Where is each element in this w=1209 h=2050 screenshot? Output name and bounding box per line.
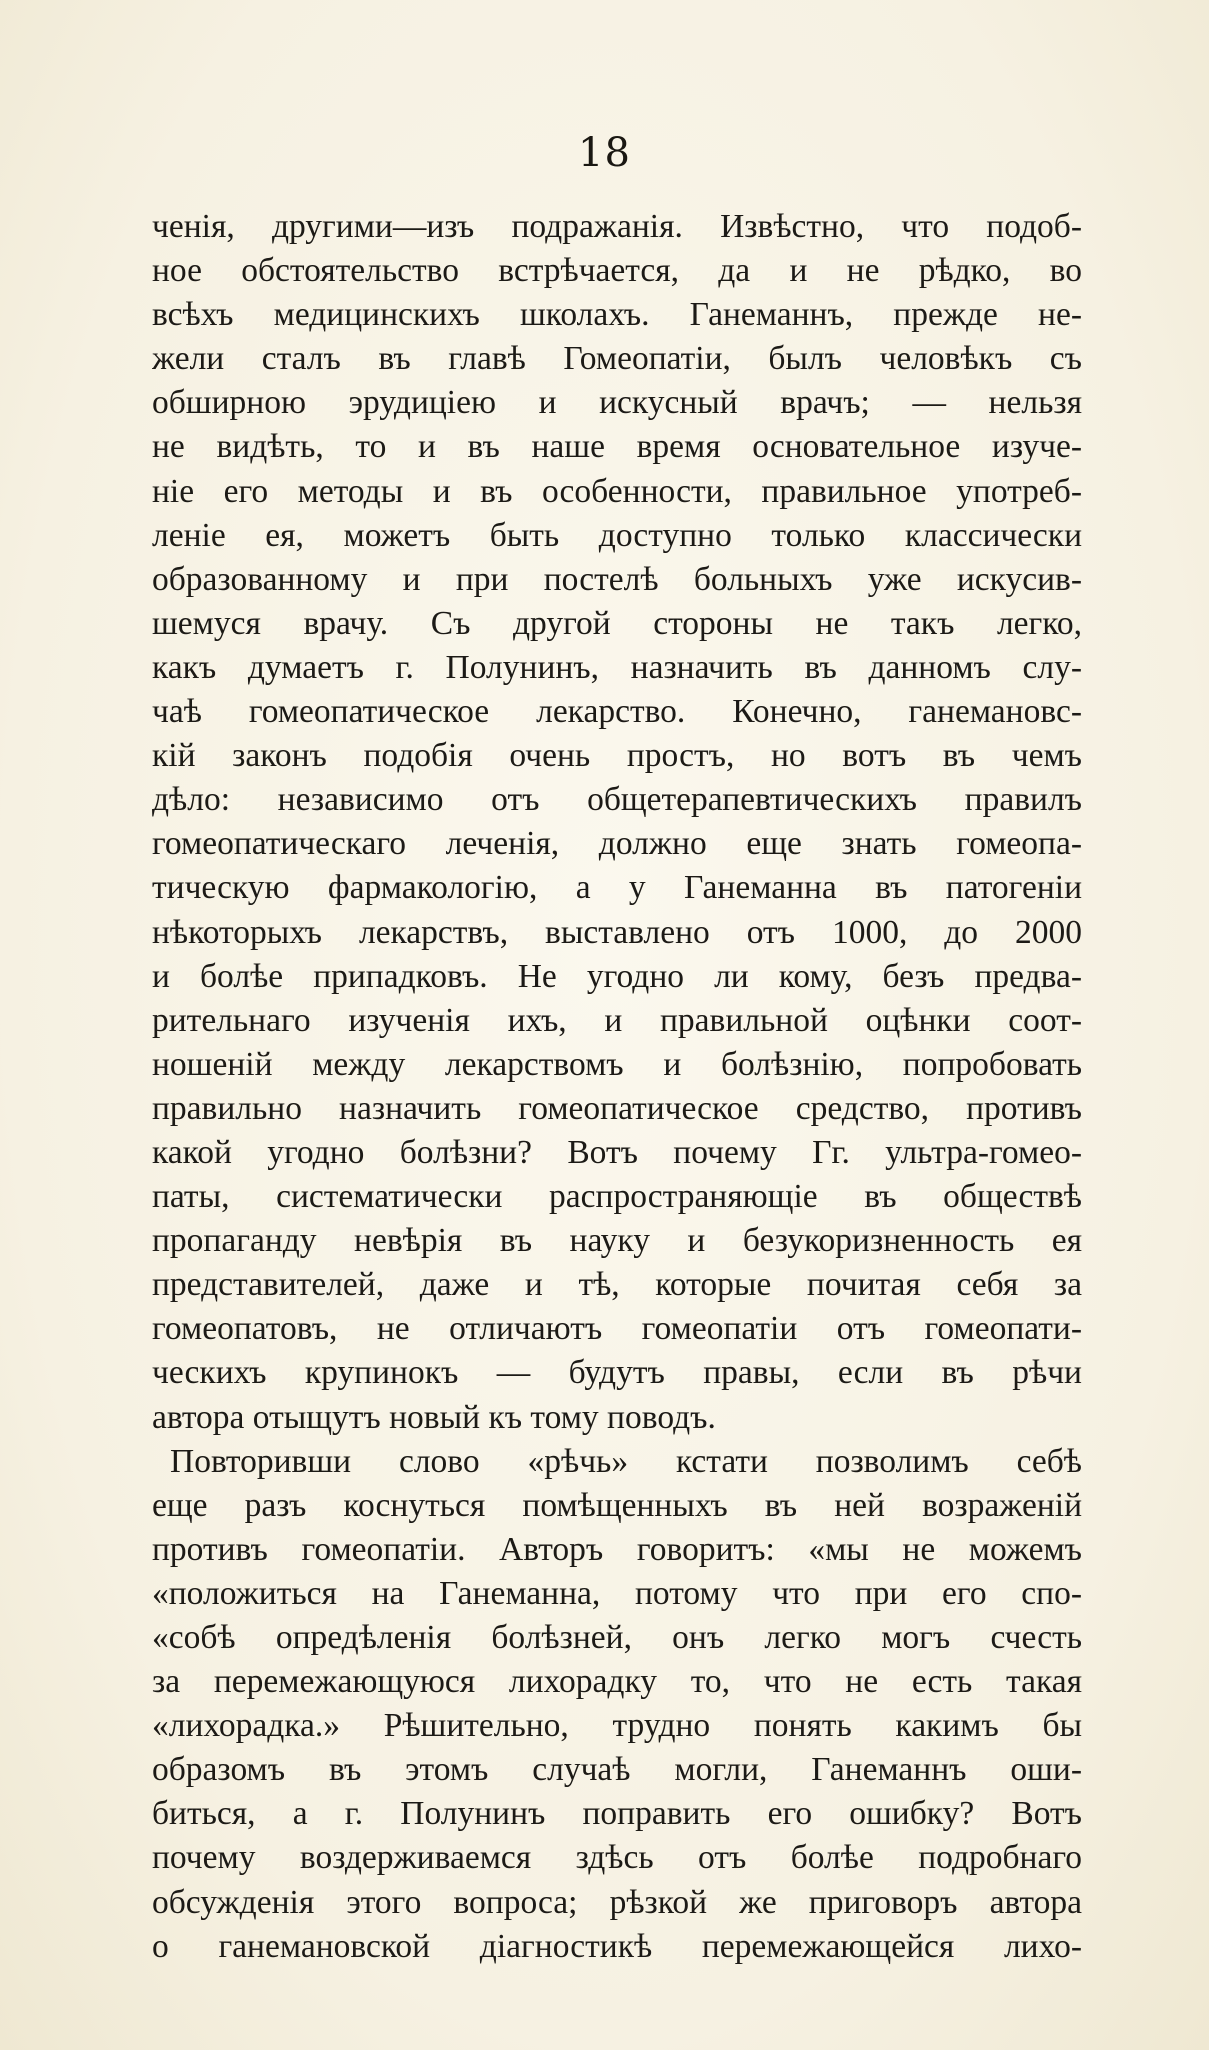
text-line: гомеопатическаго леченія, должно еще знать гомеопа- xyxy=(152,825,1082,863)
text-line: ношеній между лекарствомъ и болѣзнію, попробовать xyxy=(152,1045,1082,1083)
text-line: нѣкоторыхъ лекарствъ, выставлено отъ 1000, до 2000 xyxy=(152,913,1082,951)
text-line: «собѣ опредѣленія болѣзней, онъ легко могъ счесть xyxy=(152,1619,1082,1656)
text-line: автора отыщутъ новый къ тому поводъ. xyxy=(152,1398,716,1436)
text-line: гомеопатовъ, не отличаютъ гомеопатіи отъ гомеопати- xyxy=(152,1310,1082,1348)
text-line: леніе ея, можетъ быть доступно только классически xyxy=(152,516,1082,554)
text-line: почему воздерживаемся здѣсь отъ болѣе подробнаго xyxy=(152,1839,1082,1877)
text-line: о ганемановской діагностикѣ перемежающейся лихо- xyxy=(152,1927,1082,1965)
text-line: кій законъ подобія очень простъ, но вотъ въ чемъ xyxy=(152,737,1082,775)
text-line: дѣло: независимо отъ общетерапевтическихъ правилъ xyxy=(152,781,1082,819)
text-line: биться, а г. Полунинъ поправить его ошибку? Вотъ xyxy=(152,1795,1082,1833)
paragraph-1 xyxy=(152,205,1082,1440)
text-line: образомъ въ этомъ случаѣ могли, Ганеманнъ оши- xyxy=(152,1751,1082,1789)
text-line: ческихъ крупинокъ — будутъ правы, если въ рѣчи xyxy=(152,1354,1082,1392)
text-line: за перемежающуюся лихорадку то, что не есть такая xyxy=(152,1663,1082,1701)
text-line: какой угодно болѣзни? Вотъ почему Гг. ультра-гомео- xyxy=(152,1133,1082,1171)
text-line: ніе его методы и въ особенности, правильное употреб- xyxy=(152,472,1082,510)
text-line: Повторивши слово «рѣчь» кстати позволимъ себѣ xyxy=(170,1442,1082,1480)
page-number: 18 xyxy=(578,130,631,176)
text-line: ное обстоятельство встрѣчается, да и не рѣдко, во xyxy=(152,252,1082,290)
text-line: представителей, даже и тѣ, которые почитая себя за xyxy=(152,1266,1082,1304)
text-line: рительнаго изученія ихъ, и правильной оцѣнки соот- xyxy=(152,1001,1082,1039)
text-body xyxy=(152,205,1082,1969)
text-line: не видѣть, то и въ наше время основательное изуче- xyxy=(152,428,1082,466)
text-line: пропаганду невѣрія въ науку и безукоризненность ея xyxy=(152,1222,1082,1260)
text-line: жели сталъ въ главѣ Гомеопатіи, былъ человѣкъ съ xyxy=(152,340,1082,378)
text-line: «положиться на Ганеманна, потому что при его спо- xyxy=(152,1574,1082,1612)
text-line: ченія, другими—изъ подражанія. Извѣстно, что подоб- xyxy=(152,208,1082,245)
text-line: паты, систематически распространяющіе въ обществѣ xyxy=(152,1178,1082,1216)
text-line: образованному и при постелѣ больныхъ уже искусив- xyxy=(152,560,1082,598)
text-line: еще разъ коснуться помѣщенныхъ въ ней возраженій xyxy=(152,1486,1082,1524)
text-line: и болѣе припадковъ. Не угодно ли кому, безъ предва- xyxy=(152,957,1082,995)
text-line: всѣхъ медицинскихъ школахъ. Ганеманнъ, прежде не- xyxy=(152,296,1082,334)
text-line: шемуся врачу. Съ другой стороны не такъ легко, xyxy=(152,604,1082,642)
text-line: правильно назначить гомеопатическое средство, противъ xyxy=(152,1089,1082,1127)
text-line: противъ гомеопатіи. Авторъ говоритъ: «мы не можемъ xyxy=(152,1530,1082,1568)
text-line: тическую фармакологію, а у Ганеманна въ патогеніи xyxy=(152,869,1082,907)
text-line: какъ думаетъ г. Полунинъ, назначить въ данномъ слу- xyxy=(152,648,1082,686)
text-line: «лихорадка.» Рѣшительно, трудно понять какимъ бы xyxy=(152,1707,1082,1745)
text-line: чаѣ гомеопатическое лекарство. Конечно, ганемановс- xyxy=(152,693,1082,731)
text-line: обширною эрудиціею и искусный врачъ; — нельзя xyxy=(152,384,1082,422)
text-line: обсужденія этого вопроса; рѣзкой же приговоръ автора xyxy=(152,1883,1082,1921)
paragraph-2 xyxy=(152,1440,1082,1969)
